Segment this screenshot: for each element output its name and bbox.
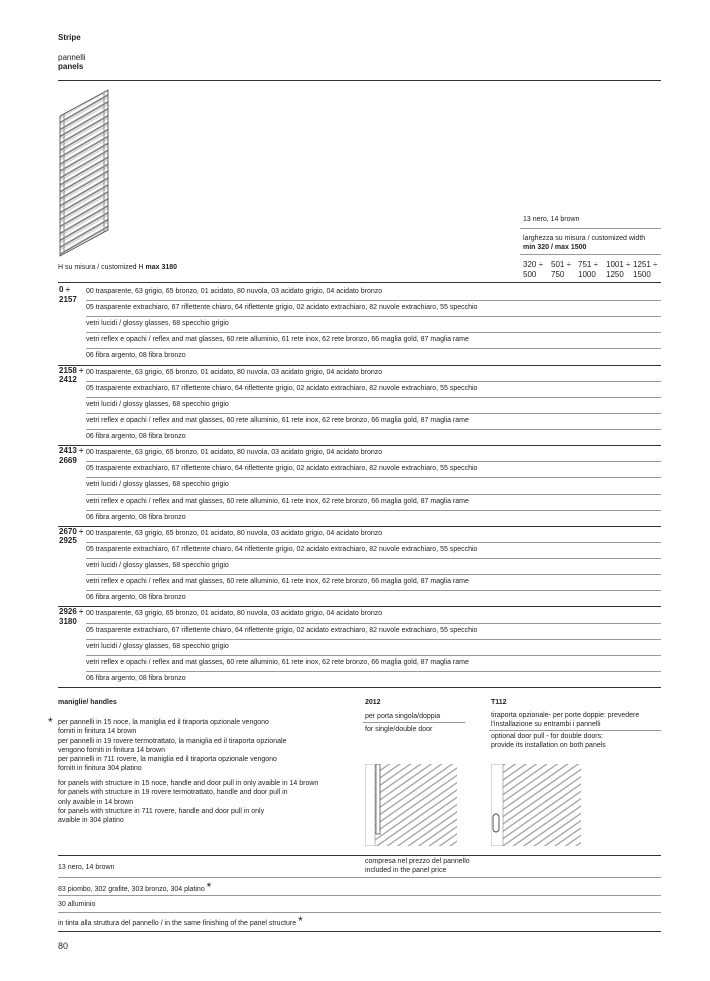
finish-row-1: 13 nero, 14 brown: [58, 864, 115, 871]
row-divider: [86, 655, 661, 656]
included-in-price: compresa nel prezzo del pannello included in the panel price: [365, 858, 470, 874]
handles-note-it: per pannelli in 15 noce, la maniglia ed il tiraporta opzionale vengono forniti in finitura 14 brown per pannelli in 19 rovere termotrattato, la maniglia ed il tiraporta opzionale vengono forniti in finitura 14 brown per pannelli in 711 rovere, la maniglia ed il tiraporta opzionale vengono forniti in finitura 304 platino: [58, 719, 287, 773]
row-divider: [86, 494, 661, 495]
row-divider: [86, 558, 661, 559]
finish-divider-3: [58, 912, 661, 913]
door-pull-t112-illustration: [491, 764, 581, 846]
glass-row: 05 trasparente extrachiaro, 67 riflettente chiaro, 64 riflettente grigio, 02 acidato extrachiaro, 82 nuvole extrachiaro, 55 specchio: [86, 626, 478, 634]
header-divider: [58, 80, 661, 81]
row-divider: [86, 397, 661, 398]
model-t112-desc-it: tiraporta opzionale- per porte doppie: prevedere l'installazione su entrambi i pannelli: [491, 712, 640, 728]
group-divider: [58, 445, 661, 446]
glass-row: 00 trasparente, 63 grigio, 65 bronzo, 01 acidato, 80 nuvola, 03 acidato grigio, 04 acidato bronzo: [86, 529, 383, 537]
width-col-4: 1001 ÷ 1250: [606, 260, 631, 279]
row-divider: [86, 510, 661, 511]
asterisk-icon: *: [48, 715, 53, 729]
height-label: H su misura / customized H: [58, 264, 144, 271]
glass-row: vetri reflex e opachi / reflex and mat glasses, 60 rete alluminio, 61 rete inox, 62 rete bronzo, 66 maglia gold, 87 maglia rame: [86, 416, 469, 424]
height-range-3: 2413 ÷ 2669: [59, 446, 84, 465]
row-divider: [86, 671, 661, 672]
height-range-5: 2926 ÷ 3180: [59, 607, 84, 626]
finishes-top-divider: [58, 855, 661, 856]
row-divider: [86, 413, 661, 414]
panel-colors: 13 nero, 14 brown: [523, 216, 580, 223]
width-col-3: 751 ÷ 1000: [578, 260, 598, 279]
width-col-2: 501 ÷ 750: [551, 260, 571, 279]
page-title: Stripe: [58, 33, 81, 42]
glass-row: 06 fibra argento, 08 fibra bronzo: [86, 352, 186, 360]
panel-illustration: [58, 88, 112, 258]
height-range-4: 2670 ÷ 2925: [59, 526, 84, 546]
finishes-bottom-divider: [58, 931, 661, 932]
width-label: larghezza su misura / customized width: [523, 235, 646, 242]
glass-row: 00 trasparente, 63 grigio, 65 bronzo, 01 acidato, 80 nuvola, 03 acidato grigio, 04 acidato bronzo: [86, 610, 383, 618]
glass-row: vetri lucidi / glossy glasses, 68 specchio grigio: [86, 642, 229, 650]
width-col-1: 320 ÷ 500: [523, 260, 543, 279]
glass-row: vetri lucidi / glossy glasses, 68 specchio grigio: [86, 481, 229, 489]
model-t112-divider: [489, 730, 661, 731]
width-col-5: 1251 ÷ 1500: [633, 260, 658, 279]
model-t112-desc-en: optional door pull - for double doors: provide its installation on both panels: [491, 733, 606, 749]
row-divider: [86, 639, 661, 640]
group-divider: [58, 606, 661, 607]
glass-row: 06 fibra argento, 08 fibra bronzo: [86, 594, 186, 602]
height-max: max 3180: [145, 264, 178, 271]
finish-divider-1: [58, 877, 661, 878]
row-divider: [86, 461, 661, 462]
asterisk-icon: *: [298, 914, 303, 928]
row-divider: [86, 332, 661, 333]
group-divider: [58, 687, 661, 688]
row-divider: [86, 316, 661, 317]
table-top-divider: [58, 282, 661, 283]
colors-divider: [520, 228, 661, 229]
row-divider: [86, 542, 661, 543]
glass-row: 06 fibra argento, 08 fibra bronzo: [86, 433, 186, 440]
model-t112-code: T112: [491, 699, 507, 706]
width-min-max: min 320 / max 1500: [523, 244, 587, 251]
handles-note-en: for panels with structure in 15 noce, handle and door pull in only avaible in 14 brown for panels with structure in 19 rovere termotrattato, handle and door pull in only avaible in 14 brown for panels with structure in 711 rovere, handle and door pull in only avaible in 304 platino: [58, 780, 319, 825]
handles-title: maniglie/ handles: [58, 699, 117, 706]
model-2012-desc-en: for single/double door: [365, 726, 433, 733]
row-divider: [86, 381, 661, 382]
glass-row: 05 trasparente extrachiaro, 67 riflettente chiaro, 64 riflettente grigio, 02 acidato extrachiaro, 82 nuvole extrachiaro, 55 specchio: [86, 465, 478, 473]
model-2012-desc-it: per porta singola/doppia: [365, 713, 441, 720]
glass-row: vetri reflex e opachi / reflex and mat glasses, 60 rete alluminio, 61 rete inox, 62 rete bronzo, 66 maglia gold, 87 maglia rame: [86, 578, 469, 586]
glass-row: vetri lucidi / glossy glasses, 68 specchio grigio: [86, 400, 229, 408]
glass-row: vetri reflex e opachi / reflex and mat glasses, 60 rete alluminio, 61 rete inox, 62 rete bronzo, 66 maglia gold, 87 maglia rame: [86, 497, 469, 505]
glass-row: 05 trasparente extrachiaro, 67 riflettente chiaro, 64 riflettente grigio, 02 acidato extrachiaro, 82 nuvole extrachiaro, 55 specchio: [86, 545, 478, 553]
model-2012-divider: [363, 722, 465, 723]
asterisk-icon: *: [206, 880, 212, 894]
row-divider: [86, 429, 661, 430]
glass-row: vetri reflex e opachi / reflex and mat glasses, 60 rete alluminio, 61 rete inox, 62 rete bronzo, 66 maglia gold, 87 maglia rame: [86, 658, 469, 666]
width-divider: [520, 254, 661, 255]
glass-row: 00 trasparente, 63 grigio, 65 bronzo, 01 acidato, 80 nuvola, 03 acidato grigio, 04 acidato bronzo: [86, 288, 383, 295]
finish-row-3: 30 alluminio: [58, 901, 96, 908]
row-divider: [86, 348, 661, 349]
height-info: [58, 263, 177, 272]
row-divider: [86, 300, 661, 301]
row-divider: [86, 477, 661, 478]
finish-row-2: 83 piombo, 302 grafite, 303 bronzo, 304 platino *: [58, 880, 212, 894]
row-divider: [86, 574, 661, 575]
height-range-1: 0 ÷ 2157: [59, 285, 77, 304]
subtitle-it: pannelli: [58, 53, 86, 62]
handle-2012-illustration: [365, 764, 457, 846]
page-number: 80: [58, 941, 69, 951]
model-2012-code: 2012: [365, 699, 381, 706]
glass-row: 06 fibra argento, 08 fibra bronzo: [86, 674, 186, 682]
glass-row: 06 fibra argento, 08 fibra bronzo: [86, 513, 186, 521]
glass-row: vetri lucidi / glossy glasses, 68 specchio grigio: [86, 562, 229, 569]
height-range-2: 2158 ÷ 2412: [59, 365, 84, 385]
glass-row: 05 trasparente extrachiaro, 67 riflettente chiaro, 64 riflettente grigio, 02 acidato extrachiaro, 82 nuvole extrachiaro, 55 specchio: [86, 304, 478, 312]
glass-row: vetri reflex e opachi / reflex and mat glasses, 60 rete alluminio, 61 rete inox, 62 rete bronzo, 66 maglia gold, 87 maglia rame: [86, 336, 469, 344]
row-divider: [86, 623, 661, 624]
glass-row: 00 trasparente, 63 grigio, 65 bronzo, 01 acidato, 80 nuvola, 03 acidato grigio, 04 acidato bronzo: [86, 368, 383, 376]
glass-row: 00 trasparente, 63 grigio, 65 bronzo, 01 acidato, 80 nuvola, 03 acidato grigio, 04 acidato bronzo: [86, 449, 383, 457]
glass-row: 05 trasparente extrachiaro, 67 riflettente chiaro, 64 riflettente grigio, 02 acidato extrachiaro, 82 nuvole extrachiaro, 55 specchio: [86, 384, 478, 392]
finish-divider-2: [58, 895, 661, 896]
group-divider: [58, 365, 661, 366]
glass-row: vetri lucidi / glossy glasses, 68 specchio grigio: [86, 320, 229, 328]
finish-row-4: in tinta alla struttura del pannello / in the same finishing of the panel structure *: [58, 914, 303, 928]
row-divider: [86, 590, 661, 591]
group-divider: [58, 526, 661, 527]
subtitle-en: panels: [58, 62, 84, 71]
